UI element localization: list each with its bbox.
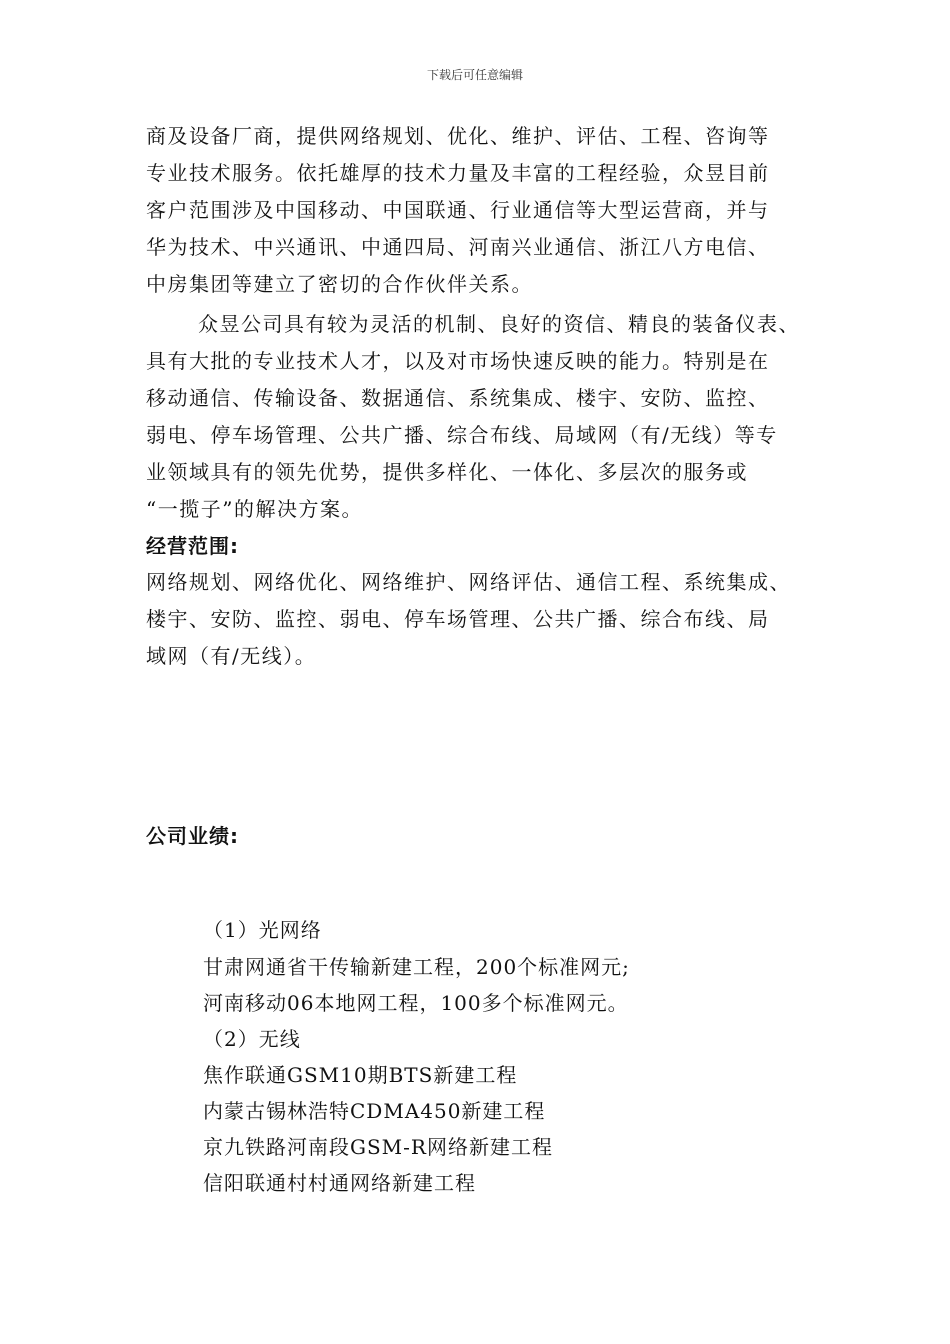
performance-item: 河南移动06本地网工程，100多个标准网元。 bbox=[203, 991, 629, 1015]
performance-item: 信阳联通村村通网络新建工程 bbox=[203, 1171, 476, 1195]
intro-line: 众昱公司具有较为灵活的机制、良好的资信、精良的装备仪表、 bbox=[198, 312, 800, 336]
performance-heading: 公司业绩: bbox=[146, 824, 239, 848]
intro-line: 业领域具有的领先优势，提供多样化、一体化、多层次的服务或 bbox=[146, 460, 748, 484]
page-header: 下载后可任意编辑 bbox=[426, 68, 523, 82]
performance-item: 京九铁路河南段GSM-R网络新建工程 bbox=[203, 1135, 553, 1159]
performance-item: 甘肃网通省干传输新建工程，200个标准网元; bbox=[203, 955, 630, 979]
intro-line: 中房集团等建立了密切的合作伙伴关系。 bbox=[146, 272, 533, 296]
business-scope-line: 域网（有/无线）。 bbox=[146, 644, 317, 668]
intro-line: 华为技术、中兴通讯、中通四局、河南兴业通信、浙江八方电信、 bbox=[146, 235, 770, 259]
intro-line: 商及设备厂商，提供网络规划、优化、维护、评估、工程、咨询等 bbox=[146, 124, 770, 148]
business-scope-heading: 经营范围: bbox=[146, 534, 239, 558]
intro-line: 专业技术服务。依托雄厚的技术力量及丰富的工程经验，众昱目前 bbox=[146, 161, 770, 185]
intro-line: 弱电、停车场管理、公共广播、综合布线、局域网（有/无线）等专 bbox=[146, 423, 778, 447]
performance-item: （1）光网络 bbox=[203, 918, 322, 942]
performance-item: （2）无线 bbox=[203, 1027, 301, 1051]
business-scope-line: 网络规划、网络优化、网络维护、网络评估、通信工程、系统集成、 bbox=[146, 570, 791, 594]
intro-line: 具有大批的专业技术人才，以及对市场快速反映的能力。特别是在 bbox=[146, 349, 770, 373]
intro-line: 移动通信、传输设备、数据通信、系统集成、楼宇、安防、监控、 bbox=[146, 386, 770, 410]
business-scope-line: 楼宇、安防、监控、弱电、停车场管理、公共广播、综合布线、局 bbox=[146, 607, 770, 631]
intro-line: “一揽子”的解决方案。 bbox=[146, 497, 363, 521]
intro-line: 客户范围涉及中国移动、中国联通、行业通信等大型运营商，并与 bbox=[146, 198, 770, 222]
performance-item: 焦作联通GSM10期BTS新建工程 bbox=[203, 1063, 518, 1087]
performance-item: 内蒙古锡林浩特CDMA450新建工程 bbox=[203, 1099, 546, 1123]
